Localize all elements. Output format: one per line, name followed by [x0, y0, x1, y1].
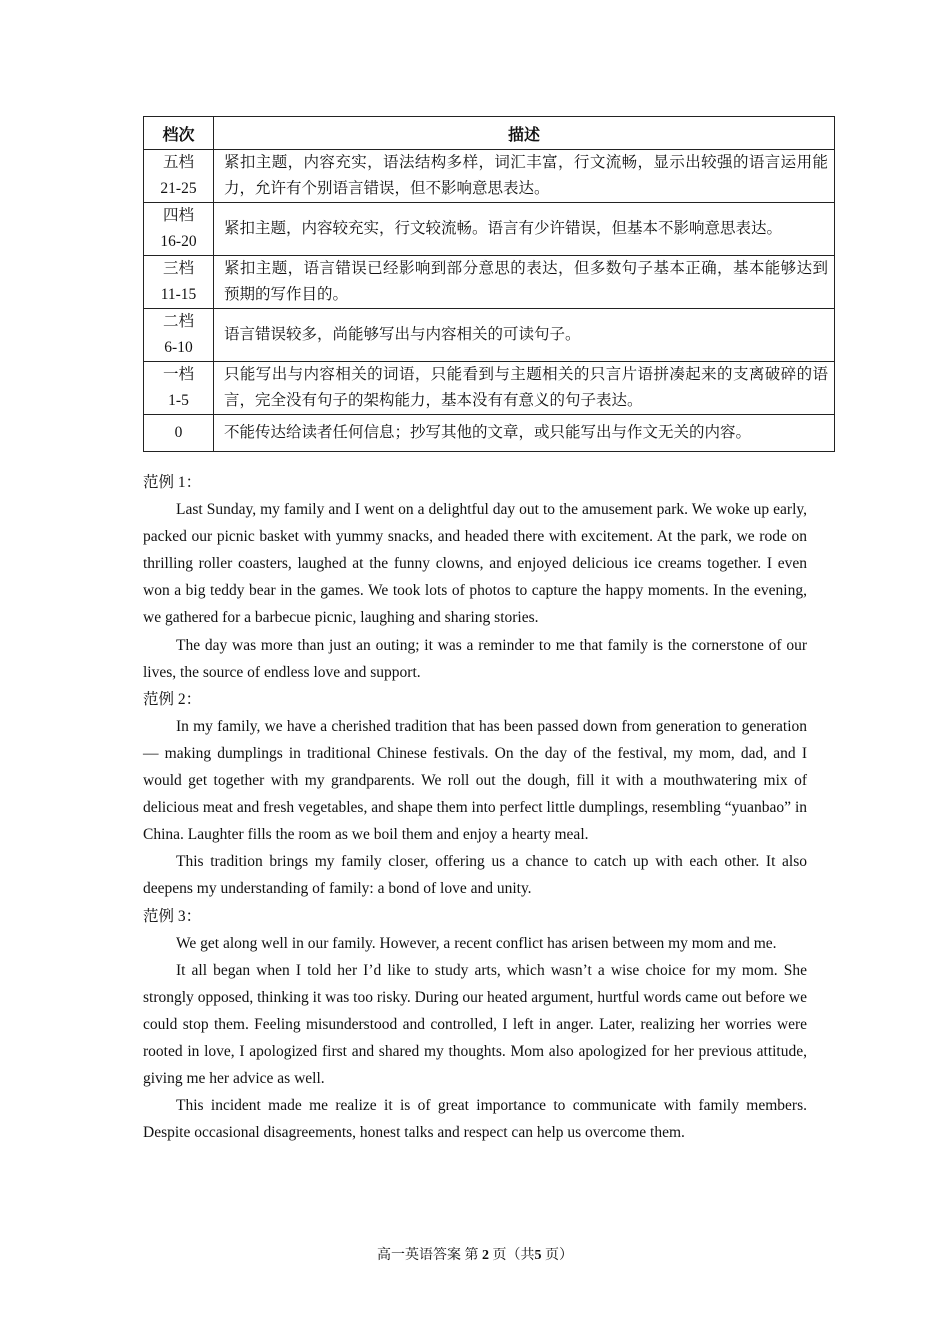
footer-middle: 页（共 — [492, 1248, 535, 1263]
rubric-header-level: 档次 — [144, 117, 214, 150]
sample-paragraph: In my family, we have a cherished tradition that has been passed down from generation to generation — making dumplings in traditional Chinese festivals. On the day of the festival, my mom, dad, and I would get together with my grandparents. We roll out the dough, fill it with a mouthwatering mix of delicious meat and fresh vegetables, and shape them into perfect little dumplings, resembling “yuanbao” in China. Laughter fills the room as we boil them and enjoy a hearty meal. — [143, 717, 807, 844]
sample-paragraph: We get along well in our family. However, a recent conflict has arisen between my mom and me. — [176, 934, 777, 952]
rubric-header-description: 描述 — [214, 117, 835, 150]
rubric-level-range: 6-10 — [164, 339, 193, 356]
rubric-level-range: 21-25 — [160, 180, 197, 197]
sample-label: 范例 3： — [143, 907, 202, 925]
rubric-level-name: 一档 — [162, 366, 194, 383]
rubric-level-cell — [144, 150, 214, 203]
rubric-level-description: 只能写出与内容相关的词语，只能看到与主题相关的只言片语拼凑起来的支离破碎的语言，完全没有句子的架构能力，基本没有有意义的句子表达。 — [214, 362, 835, 415]
rubric-header-row — [144, 117, 835, 150]
rubric-row-0 — [144, 415, 835, 452]
sample-essay-1 — [143, 469, 807, 686]
rubric-level-range: 11-15 — [160, 286, 197, 303]
rubric-level-cell — [144, 415, 214, 452]
sample-essay-3 — [143, 903, 807, 1147]
rubric-level-range: 16-20 — [160, 233, 197, 250]
rubric-level-description: 紧扣主题，内容较充实，行文较流畅。语言有少许错误，但基本不影响意思表达。 — [214, 203, 835, 256]
page-footer — [0, 1244, 950, 1264]
rubric-row-4 — [144, 203, 835, 256]
rubric-row-3 — [144, 256, 835, 309]
rubric-level-description: 不能传达给读者任何信息；抄写其他的文章，或只能写出与作文无关的内容。 — [214, 415, 835, 452]
sample-paragraph: It all began when I told her I’d like to study arts, which wasn’t a wise choice for my mom. She strongly opposed, thinking it was too risky. During our heated argument, hurtful words came out before we could stop them. Feeling misunderstood and controlled, I left in anger. Later, realizing her worries were rooted in love, I apologized first and shared my thoughts. Mom also apologized for her previous attitude, giving me her advice as well. — [143, 961, 807, 1088]
sample-label: 范例 2： — [143, 690, 202, 708]
sample-paragraph: This incident made me realize it is of great importance to communicate with family members. Despite occasional disagreements, honest talks and respect can help us overcome them. — [143, 1097, 807, 1142]
sample-paragraph: This tradition brings my family closer, offering us a chance to catch up with each other. It also deepens my understanding of family: a bond of love and unity. — [143, 853, 807, 898]
rubric-level-name: 三档 — [162, 260, 194, 277]
rubric-level-name: 二档 — [162, 313, 194, 330]
footer-prefix: 高一英语答案 第 — [377, 1248, 479, 1263]
rubric-level-description: 语言错误较多，尚能够写出与内容相关的可读句子。 — [214, 309, 835, 362]
rubric-level-range: 1-5 — [168, 392, 189, 409]
rubric-level-description: 紧扣主题，语言错误已经影响到部分意思的表达，但多数句子基本正确，基本能够达到预期的写作目的。 — [214, 256, 835, 309]
rubric-level-cell — [144, 309, 214, 362]
sample-essay-2 — [143, 686, 807, 903]
rubric-row-2 — [144, 309, 835, 362]
sample-paragraph: The day was more than just an outing; it was a reminder to me that family is the cornerstone of our lives, the source of endless love and support. — [143, 636, 807, 681]
footer-page-number: 2 — [482, 1248, 489, 1263]
footer-total-pages: 5 — [534, 1248, 542, 1263]
rubric-row-1 — [144, 362, 835, 415]
sample-label: 范例 1： — [143, 474, 202, 491]
rubric-level-name: 五档 — [162, 154, 194, 171]
rubric-level-name: 0 — [174, 424, 183, 441]
scoring-rubric-table — [143, 116, 835, 452]
footer-suffix: 页） — [545, 1248, 573, 1263]
rubric-level-description: 紧扣主题，内容充实，语法结构多样，词汇丰富，行文流畅，显示出较强的语言运用能力，允许有个别语言错误，但不影响意思表达。 — [214, 150, 835, 203]
rubric-row-5 — [144, 150, 835, 203]
rubric-level-name: 四档 — [162, 207, 194, 224]
rubric-level-cell — [144, 256, 214, 309]
rubric-level-cell — [144, 362, 214, 415]
sample-paragraph: Last Sunday, my family and I went on a delightful day out to the amusement park. We woke up early, packed our picnic basket with yummy snacks, and headed there with excitement. At the park, we rode on thrilling roller coasters, laughed at the funny clowns, and enjoyed delicious ice creams together. I even won a big teddy bear in the games. We took lots of photos to capture the happy moments. In the evening, we gathered for a barbecue picnic, laughing and sharing stories. — [143, 501, 807, 627]
rubric-level-cell — [144, 203, 214, 256]
sample-essays — [143, 469, 807, 1146]
